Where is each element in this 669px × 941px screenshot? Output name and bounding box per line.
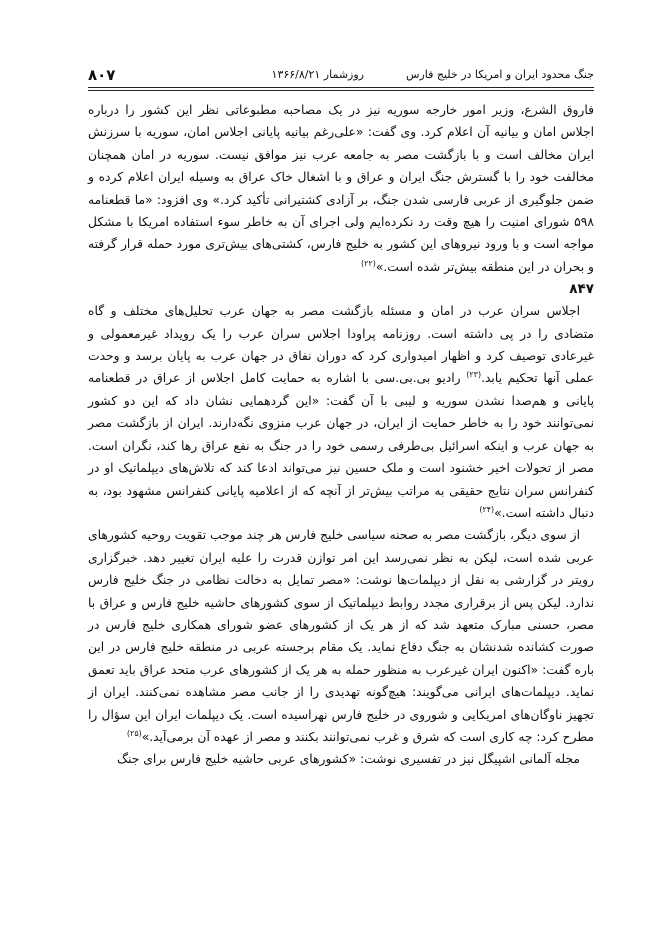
paragraph-spiegel bbox=[88, 748, 594, 770]
chronicle-date: روزشمار ۱۳۶۶/۸/۲۱ bbox=[271, 68, 364, 81]
footnote-ref-22: (۲۲) bbox=[361, 258, 376, 268]
paragraph-syria-statement bbox=[88, 99, 594, 278]
footnote-ref-24: (۲۴) bbox=[479, 504, 495, 514]
paragraph-text: از سوی دیگر، بازگشت مصر به صحنه سیاسی خلیج فارس هر چند موجب تقویت روحیه کشورهای عربی شده است، لیکن به نظر نمی‌رسد این امر توازن قدرت را علیه ایران تغییر دهد. خبرگزاری رویتر در گزارشی به نقل از دیپلمات‌ها نوشت: «مصر تمایل به دخالت نظامی در جنگ خلیج فارس ندارد. لیکن پس از برقراری مجدد روابط دیپلماتیک از سوی کشورهای حاشیه خلیج فارس و عراق با مصر، حسنی مبارک متعهد شد که از هر یک از کشورهای عضو شورای همکاری خلیج فارس در صورت کشانده شدنشان به جنگ دفاع نماید. یک مقام برجسته عربی در منطقه خلیج فارس در این باره گفت: «اکنون ایران غیرعرب به منظور حمله به هر یک از کشورهای عرب متحد عراق باید تعمق نماید. دیپلمات‌های ایرانی می‌گویند: هیچ‌گونه تهدیدی را از جانب مصر مشاهده نمی‌کنند. ایران از تجهیز ناوگان‌های امریکایی و شوروی در خلیج فارس نهراسیده است. یک دیپلمات ایران این سؤال را مطرح کرد: چه کاری است که شرق و غرب نمی‌توانند بکنند و مصر از عهده آن برمی‌آید.» bbox=[88, 528, 594, 744]
entry-number: ۸۴۷ bbox=[569, 281, 594, 298]
page-body bbox=[88, 99, 594, 771]
book-title: جنگ محدود ایران و امریکا در خلیج فارس bbox=[406, 68, 594, 81]
paragraph-amman-summit bbox=[88, 300, 594, 524]
footnote-ref-23: (۲۳) bbox=[466, 370, 482, 380]
header-rule bbox=[88, 87, 594, 91]
running-header bbox=[88, 66, 594, 86]
footnote-ref-25: (۲۵) bbox=[126, 728, 142, 738]
page-number: ۸۰۷ bbox=[88, 66, 116, 84]
paragraph-egypt-return bbox=[88, 524, 594, 748]
paragraph-text: رادیو بی.بی.سی با اشاره به حمایت کامل اجلاس از عراق در قطعنامه پایانی و هم‌صدا نشدن سوریه و لیبی با آن گفت: «این گردهمایی نشان داد که این دو کشور نمی‌توانند خود را به خاطر حمایت از ایران، در جهان عرب منزوی نگه‌دارند. ایران از بازگشت مصر به جهان عرب و اینکه اسرائیل بی‌طرفی رسمی خود را در جنگ به نفع عراق رها کند، نگران است. مصر از تحولات اخیر خشنود است و ملک حسین نیز می‌تواند ادعا کند که تلاش‌های دیپلماتیک او در کنفرانس سران نتایج حقیقی به مراتب بیش‌تر از آنچه که از اعلامیه پایانی کنفرانس مشهود بود، به دنبال داشته است.» bbox=[88, 371, 594, 520]
paragraph-text: فاروق الشرع، وزیر امور خارجه سوریه نیز در یک مصاحبه مطبوعاتی نظر این کشور را درباره اجلاس امان و بیانیه آن اعلام کرد. وی گفت: «علی‌رغم بیانیه پایانی اجلاس امان، سوریه با سرزنش ایران مخالف است و با بازگشت مصر به جامعه عرب نیز موافق نیست. سوریه در امان همچنان مخالفت خود را با گسترش جنگ ایران و عراق و با اشغال خاک عراق به وسیله ایران اعلام کرده و ضمن جلوگیری از عربی فارسی شدن جنگ، بر آزادی کشتیرانی تأکید کرد.» وی افزود: «ما قطعنامه ۵۹۸ شورای امنیت را هیچ وقت رد نکرده‌ایم ولی اجرای آن به خاطر سوء استفاده امریکا با مشکل مواجه است و با ورود نیروهای این کشور به خلیج فارس، کشتی‌های بیش‌تری مورد حمله قرار گرفته و بحران در این منطقه بیش‌تر شده است.» bbox=[88, 103, 594, 274]
paragraph-text: مجله آلمانی اشپیگل نیز در تفسیری نوشت: «کشورهای عربی حاشیه خلیج فارس برای جنگ bbox=[116, 752, 580, 767]
paragraph-text: اجلاس سران عرب در امان و مسئله بازگشت مصر به جهان عرب تحلیل‌های مختلف و گاه متضادی را در پی داشته است. روزنامه پراودا اجلاس سران عرب را یک رویداد غیرمعمولی و غیرعادی توصیف کرد و اظهار امیدواری کرد که دوران نفاق در جهان عرب به پایان برسد و وحدت عملی آنها تحکیم یابد. bbox=[88, 304, 594, 386]
